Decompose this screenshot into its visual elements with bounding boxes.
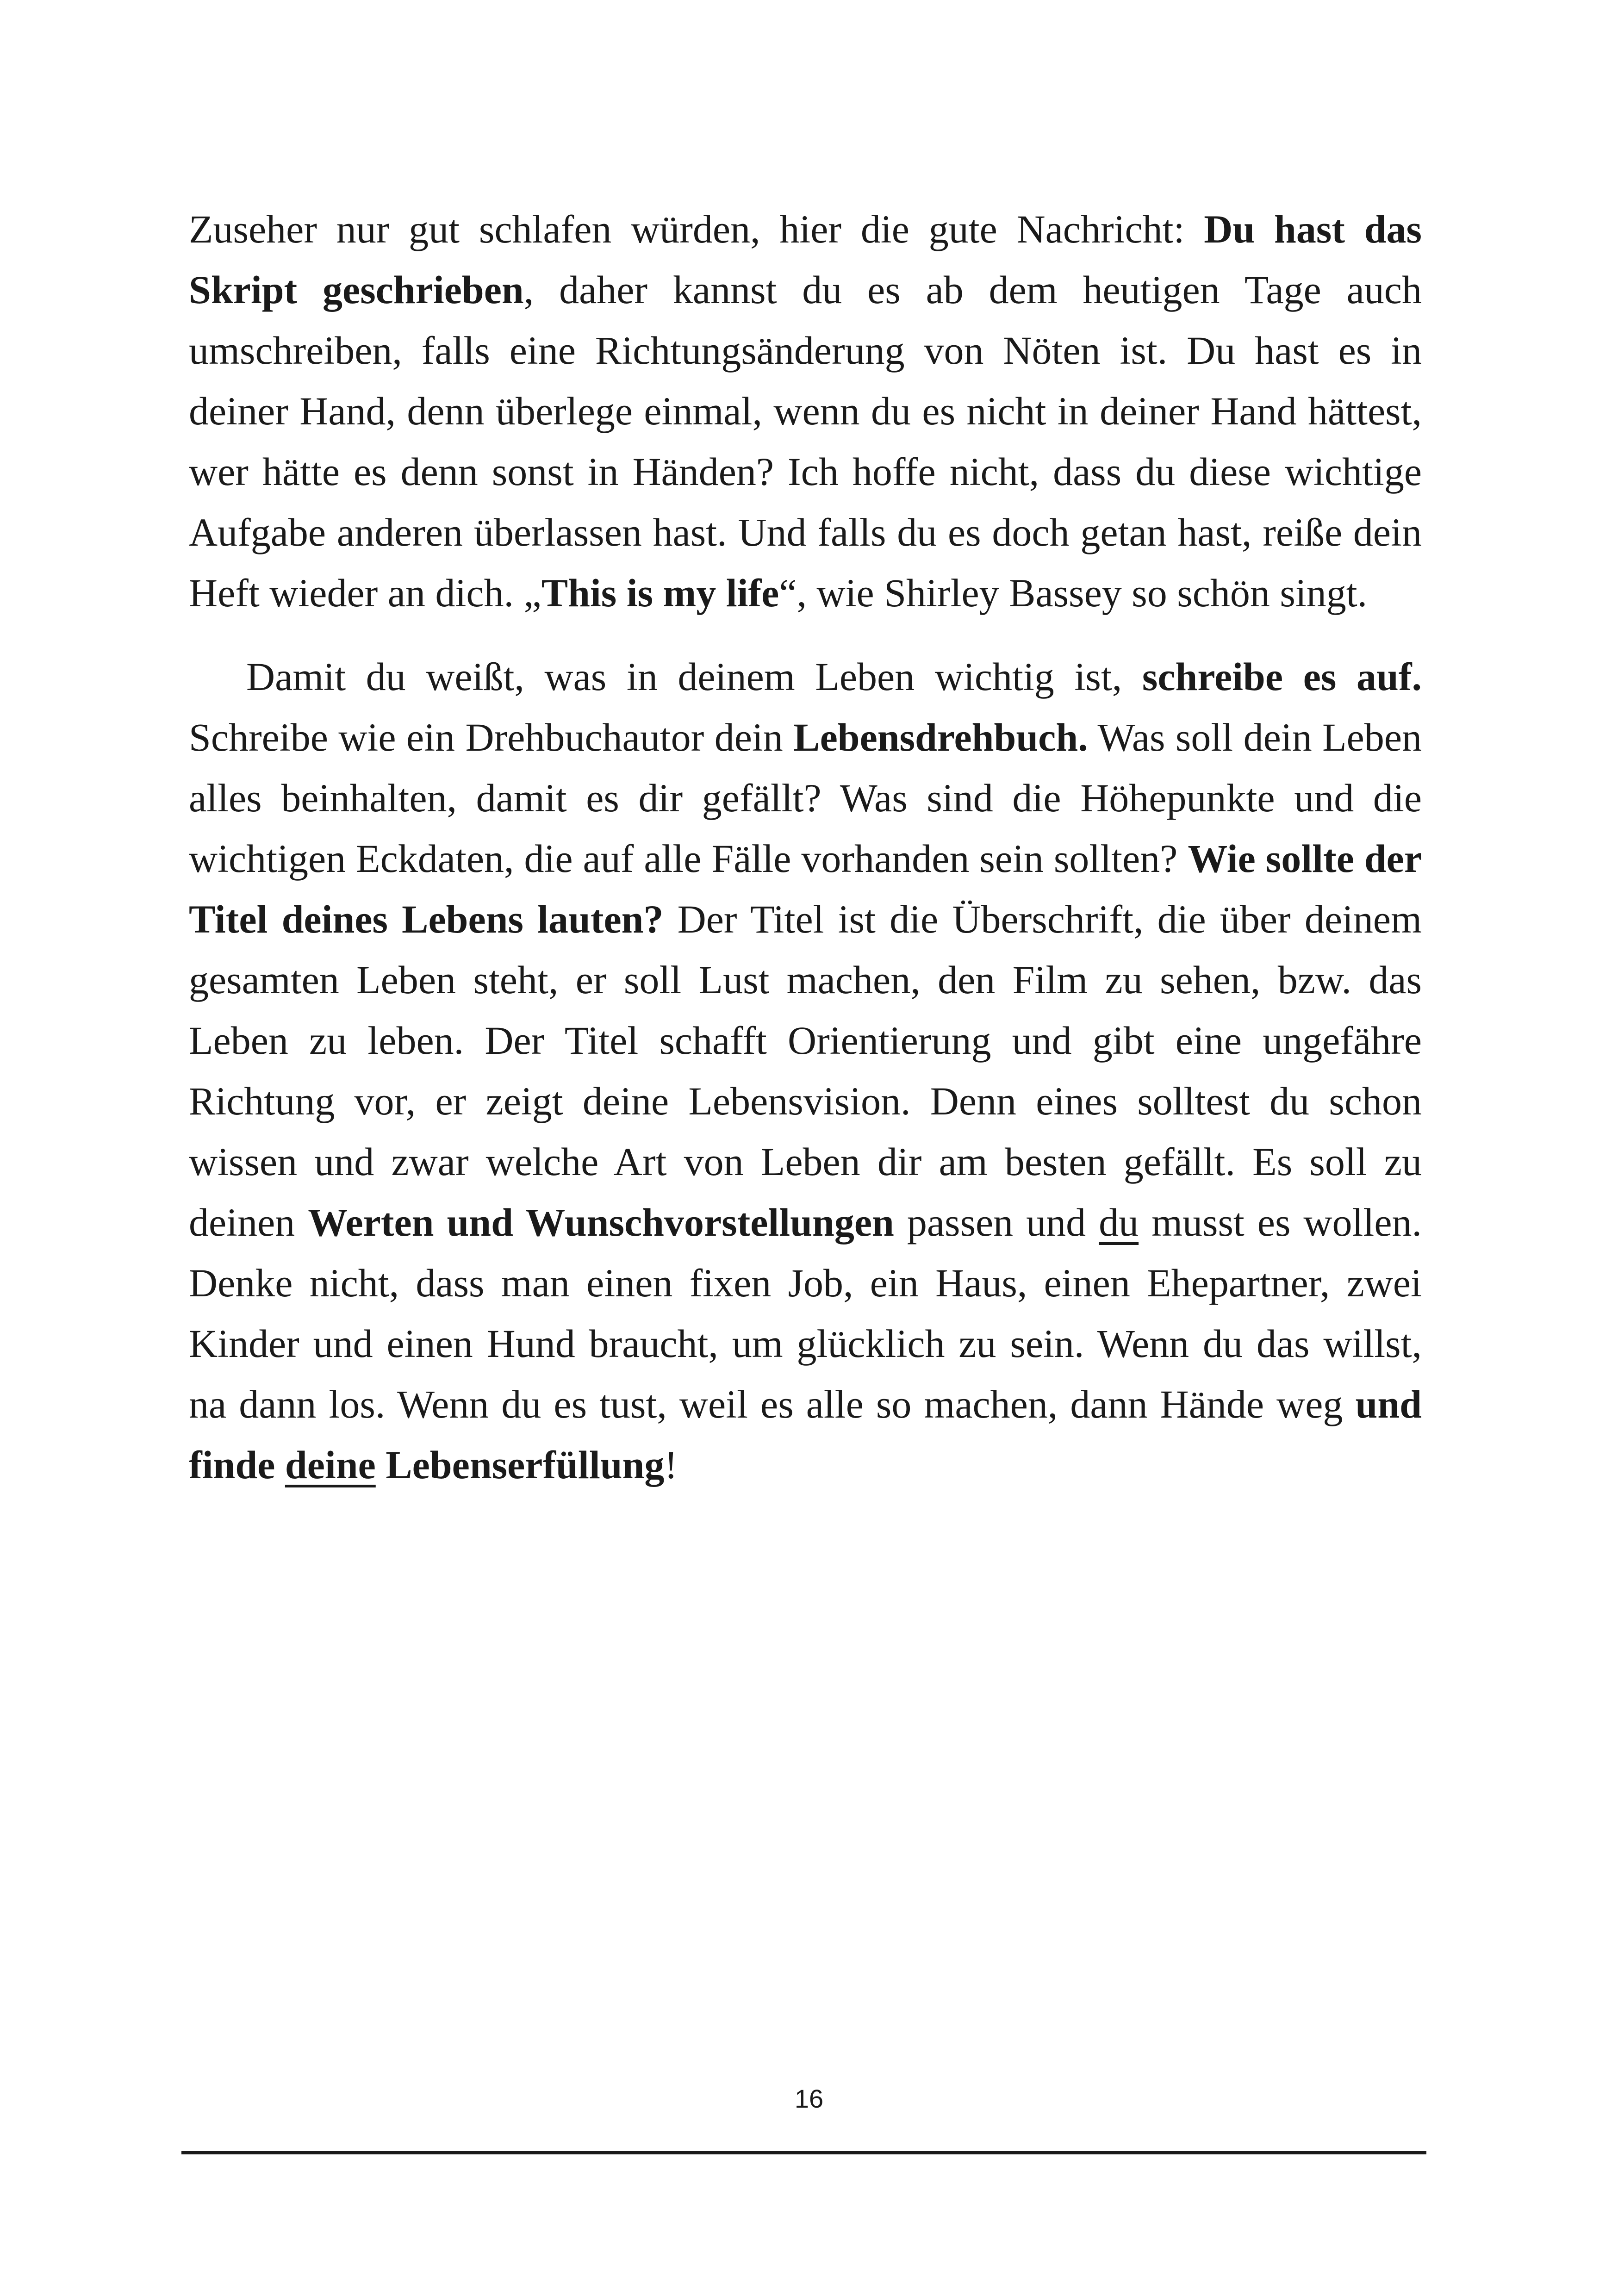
paragraph-2-bold-write: schreibe es auf.	[1142, 654, 1422, 699]
paragraph-2	[189, 647, 1422, 1495]
paragraph-2-text: passen und	[894, 1200, 1099, 1244]
paragraph-2-bold-values: Werten und Wunschvorstellungen	[308, 1200, 894, 1244]
paragraph-2-text: Damit du weißt, was in deinem Leben wichtig ist,	[246, 654, 1142, 699]
paragraph-2-underlined-du: du	[1099, 1200, 1139, 1244]
paragraph-2-text: Was soll dein Leben alles beinhalten, damit es dir gefällt? Was sind die Höhepunkte und die wichtigen Eckdaten, die auf alle Fälle vorhanden sein sollten?	[189, 715, 1422, 881]
paragraph-2-bold-script: Lebensdrehbuch.	[793, 715, 1088, 759]
paragraph-1-bold-quote: This is my life	[541, 571, 779, 615]
paragraph-2-text: Der Titel ist die Überschrift, die über deinem gesamten Leben steht, er soll Lust machen, den Film zu sehen, bzw. das Leben zu leben. Der Titel schafft Orientierung und gibt eine ungefähre Richtung vor, er zeigt deine Lebensvision. Denn eines solltest du schon wissen und zwar welche Art von Leben dir am besten gefällt. Es soll zu deinen	[189, 897, 1422, 1244]
paragraph-1-text: , daher kannst du es ab dem heutigen Tage auch umschreiben, falls eine Richtungsänderung von Nöten ist. Du hast es in deiner Hand, denn überlege einmal, wenn du es nicht in deiner Hand hättest, wer hätte es denn sonst in Händen? Ich hoffe nicht, dass du diese wichtige Aufgabe anderen überlassen hast. Und falls du es doch getan hast, reiße dein Heft wieder an dich. „	[189, 268, 1422, 615]
paragraph-1-text: Zuseher nur gut schlafen würden, hier die gute Nachricht:	[189, 207, 1204, 251]
paragraph-2-bold-find: und finde	[189, 1382, 1422, 1487]
paragraph-1-text: “, wie Shirley Bassey so schön singt.	[779, 571, 1368, 615]
paragraph-1-bold-script: Du hast das Skript geschrieben	[189, 207, 1422, 312]
paragraph-2-bold-title-question: Wie sollte der Titel deines Lebens lauten?	[189, 836, 1422, 941]
body-text	[189, 199, 1422, 1495]
paragraph-2-bold-underlined-deine: deine	[285, 1443, 376, 1487]
paragraph-2-text: musst es wollen. Denke nicht, dass man einen fixen Job, ein Haus, einen Ehepartner, zwei Kinder und einen Hund braucht, um glücklich zu sein. Wenn du das willst, na dann los. Wenn du es tust, weil es alle so machen, dann Hände weg	[189, 1200, 1422, 1426]
page-number: 16	[794, 2084, 824, 2113]
paragraph-1	[189, 199, 1422, 623]
footer-rule	[181, 2151, 1426, 2154]
paragraph-2-text: !	[664, 1443, 678, 1487]
paragraph-2-text: Schreibe wie ein Drehbuchautor dein	[189, 715, 794, 759]
paragraph-2-bold-fulfillment: Lebenserfüllung	[375, 1443, 665, 1487]
